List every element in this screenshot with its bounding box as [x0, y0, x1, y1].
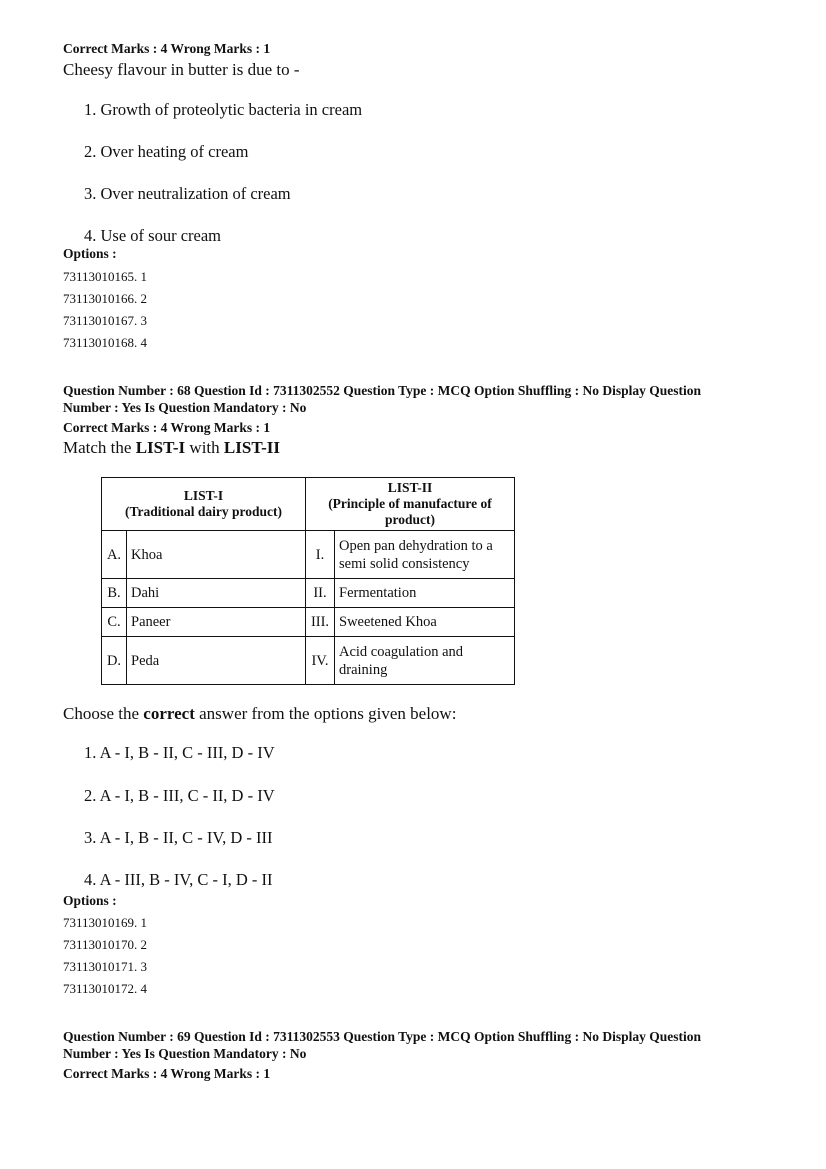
list2-header: LIST-II (Principle of manufacture of product) — [306, 478, 515, 531]
q67-option-id-3: 73113010167. 3 — [63, 313, 148, 328]
table-row: D. Peda IV. Acid coagulation and draining — [102, 637, 515, 685]
q68-option-id-3: 73113010171. 3 — [63, 959, 148, 974]
q69-header-line2: Number : Yes Is Question Mandatory : No — [63, 1046, 307, 1061]
q69-marks: Correct Marks : 4 Wrong Marks : 1 — [63, 1066, 271, 1081]
q68-question-text: Match the LIST-I with LIST-II — [63, 438, 280, 457]
q68-marks: Correct Marks : 4 Wrong Marks : 1 — [63, 420, 271, 435]
q67-question-text: Cheesy flavour in butter is due to - — [63, 60, 300, 79]
q68-option-id-2: 73113010170. 2 — [63, 937, 148, 952]
q67-option-id-2: 73113010166. 2 — [63, 291, 148, 306]
q68-instruction: Choose the correct answer from the options given below: — [63, 704, 457, 723]
q68-option-id-1: 73113010169. 1 — [63, 915, 148, 930]
q67-option-id-4: 73113010168. 4 — [63, 335, 148, 350]
q67-options-label: Options : — [63, 246, 117, 261]
q68-header-line2: Number : Yes Is Question Mandatory : No — [63, 400, 307, 415]
q67-choice-1: 1. Growth of proteolytic bacteria in cream — [84, 100, 363, 119]
match-table — [101, 477, 515, 685]
q68-choice-1: 1. A - I, B - II, C - III, D - IV — [84, 743, 275, 762]
q67-choice-2: 2. Over heating of cream — [84, 142, 249, 161]
q67-choice-4: 4. Use of sour cream — [84, 226, 221, 245]
q68-choice-2: 2. A - I, B - III, C - II, D - IV — [84, 786, 275, 805]
list1-header: LIST-I (Traditional dairy product) — [102, 478, 306, 531]
q68-choice-3: 3. A - I, B - II, C - IV, D - III — [84, 828, 273, 847]
q68-options-label: Options : — [63, 893, 117, 908]
table-row: B. Dahi II. Fermentation — [102, 579, 515, 608]
q68-choice-4: 4. A - III, B - IV, C - I, D - II — [84, 870, 273, 889]
q67-marks: Correct Marks : 4 Wrong Marks : 1 — [63, 41, 271, 56]
q69-header-line1: Question Number : 69 Question Id : 7311302553 Question Type : MCQ Option Shuffling : No Display Question — [63, 1029, 701, 1044]
q68-option-id-4: 73113010172. 4 — [63, 981, 148, 996]
q67-option-id-1: 73113010165. 1 — [63, 269, 148, 284]
table-row: A. Khoa I. Open pan dehydration to a semi solid consistency — [102, 531, 515, 579]
q68-header-line1: Question Number : 68 Question Id : 7311302552 Question Type : MCQ Option Shuffling : No Display Question — [63, 383, 701, 398]
table-row: C. Paneer III. Sweetened Khoa — [102, 608, 515, 637]
q67-choice-3: 3. Over neutralization of cream — [84, 184, 291, 203]
